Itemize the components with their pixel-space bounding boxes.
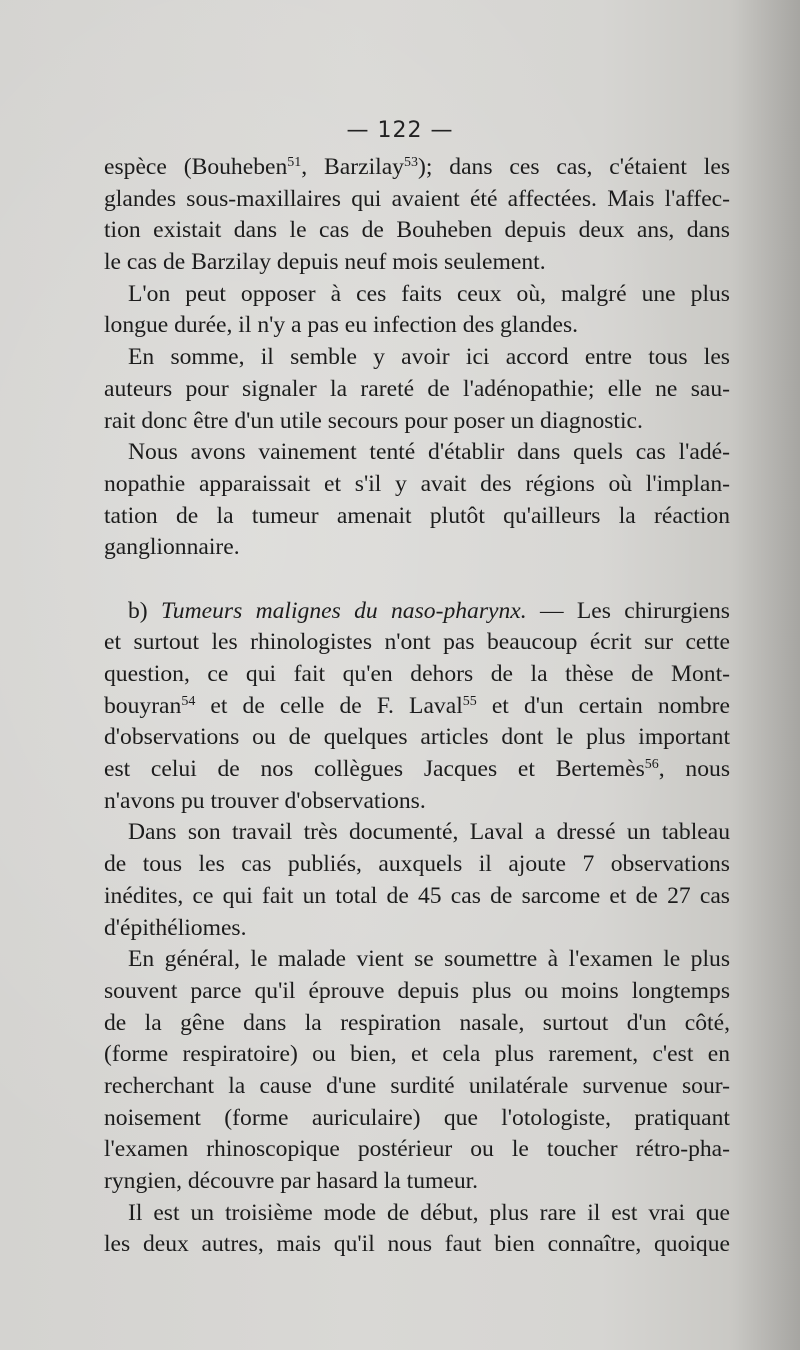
text-line: d'épithéliomes.	[104, 914, 247, 941]
page-number: — 122 —	[346, 118, 454, 143]
body-text	[104, 152, 730, 1261]
paragraph	[104, 437, 730, 564]
text-line: Dans son travail très documenté, Laval a dressé un tableau	[128, 819, 730, 846]
paragraph	[104, 152, 730, 279]
text-line: ryngien, découvre par hasard la tumeur.	[104, 1168, 479, 1194]
text-line: question, ce qui fait qu'en dehors de la thèse de Mont-	[104, 661, 730, 687]
text-line: rait donc être d'un utile secours pour poser un diagnostic.	[104, 407, 643, 434]
text-line: le cas de Barzilay depuis neuf mois seulement.	[104, 249, 546, 276]
footnote-ref: 53	[403, 155, 418, 170]
paragraph-gap	[104, 564, 730, 596]
paragraph	[104, 279, 730, 342]
text-line: glandes sous-maxillaires qui avaient été affectées. Mais l'affec-	[104, 185, 730, 212]
text-line: est celui de nos collègues Jacques et Bertemès$^{56}$, nous	[104, 756, 730, 783]
footnote-ref: 56	[644, 757, 659, 773]
text-line: recherchant la cause d'une surdité unilatérale survenue sour-	[104, 1072, 730, 1099]
text-line: de la gêne dans la respiration nasale, surtout d'un côté,	[104, 1009, 730, 1036]
text-line: ganglionnaire.	[104, 534, 240, 561]
text-line: bouyran$^{54}$ et de celle de F. Laval$^{55}$ et d'un certain nombre	[104, 692, 730, 719]
section-label: b)	[128, 597, 148, 624]
text-line: longue durée, il n'y a pas eu infection des glandes.	[104, 312, 579, 339]
text-line: d'observations ou de quelques articles dont le plus important	[104, 724, 730, 751]
footnote-ref: 51	[287, 155, 302, 170]
text-line: tion existait dans le cas de Bouheben depuis deux ans, dans	[104, 217, 730, 244]
text-line: les deux autres, mais qu'il nous faut bien connaître, quoique	[104, 1231, 730, 1258]
footnote-ref: 55	[462, 693, 477, 709]
text-line: n'avons pu trouver d'observations.	[104, 787, 426, 814]
text-line: espèce (Bouheben$^{51}$, Barzilay$^{53}$); dans ces cas, c'étaient les	[104, 154, 730, 180]
paragraph	[104, 944, 730, 1198]
footnote-ref: 54	[181, 693, 196, 709]
paragraph	[104, 342, 730, 437]
paragraph	[104, 1198, 730, 1261]
section-paragraph	[104, 596, 730, 818]
text-line: noisement (forme auriculaire) que l'otologiste, pratiquant	[104, 1104, 730, 1131]
text-line: nopathie apparaissait et s'il y avait des régions où l'implan-	[104, 470, 730, 497]
text-line: Nous avons vainement tenté d'établir dans quels cas l'adé-	[128, 439, 730, 466]
paragraph	[104, 817, 730, 944]
text-line: Il est un troisième mode de début, plus rare il est vrai que	[128, 1199, 730, 1226]
text-line: (forme respiratoire) ou bien, et cela plus rarement, c'est en	[104, 1041, 730, 1068]
text-line: En somme, il semble y avoir ici accord entre tous les	[128, 344, 730, 371]
text-line: l'examen rhinoscopique postérieur ou le toucher rétro-pha-	[104, 1136, 730, 1163]
text-line: de tous les cas publiés, auxquels il ajoute 7 observations	[104, 851, 730, 878]
text-line: et surtout les rhinologistes n'ont pas beaucoup écrit sur cette	[104, 629, 730, 656]
text-line: inédites, ce qui fait un total de 45 cas de sarcome et de 27 cas	[104, 882, 730, 909]
text-line: b) Tumeurs malignes du naso-pharynx. — Les chirurgiens	[128, 597, 730, 624]
text-line: L'on peut opposer à ces faits ceux où, malgré une plus	[128, 280, 730, 307]
section-title: Tumeurs malignes du naso-pharynx.	[160, 597, 527, 624]
text-line: auteurs pour signaler la rareté de l'adénopathie; elle ne sau-	[104, 375, 730, 402]
page-edge-shadow	[730, 0, 800, 1350]
text-line: souvent parce qu'il éprouve depuis plus ou moins longtemps	[104, 977, 730, 1004]
text-line: En général, le malade vient se soumettre à l'examen le plus	[128, 946, 730, 973]
text-line: tation de la tumeur amenait plutôt qu'ailleurs la réaction	[104, 502, 730, 529]
